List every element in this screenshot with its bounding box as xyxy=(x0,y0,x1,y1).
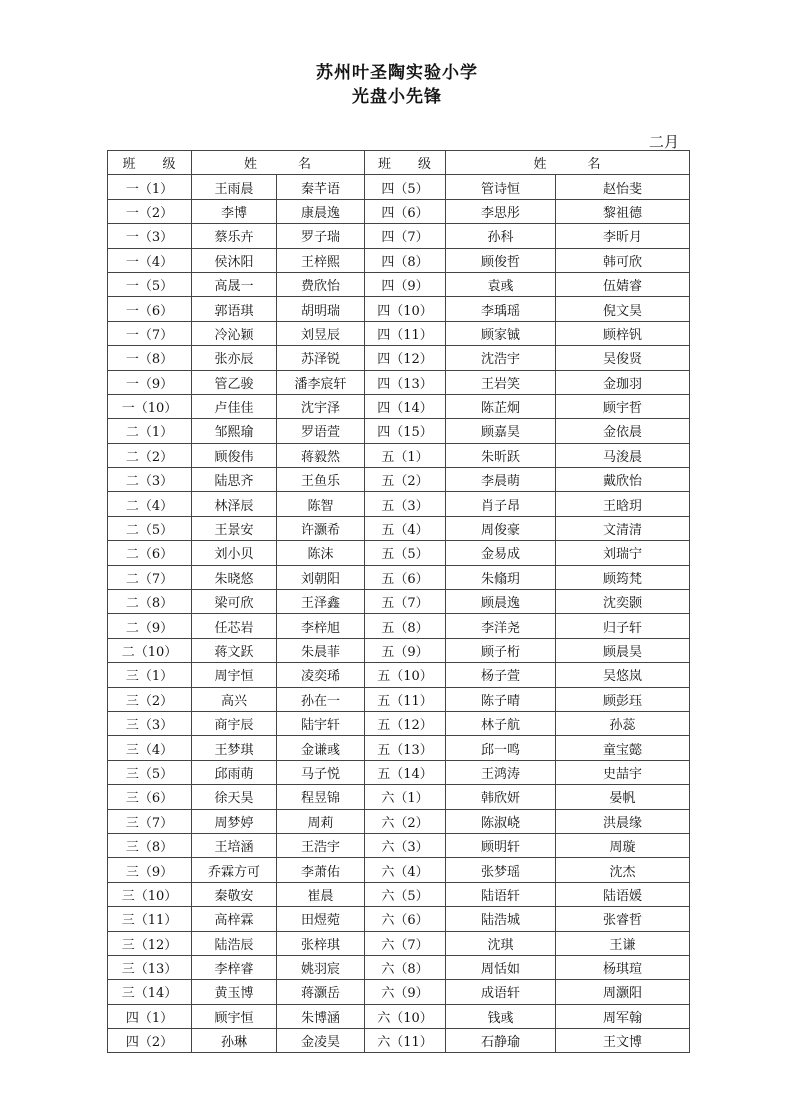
class-left-cell: 二（4） xyxy=(108,492,192,516)
name-left-a-cell: 孙琳 xyxy=(192,1029,277,1053)
class-right-cell: 五（11） xyxy=(365,687,446,711)
table-row xyxy=(108,394,690,418)
class-right-cell: 五（5） xyxy=(365,541,446,565)
name-right-a-cell: 邱一鸣 xyxy=(446,736,556,760)
name-right-a-cell: 孙科 xyxy=(446,224,556,248)
class-left-cell: 一（6） xyxy=(108,297,192,321)
class-left-cell: 二（2） xyxy=(108,443,192,467)
class-right-cell: 四（5） xyxy=(365,175,446,199)
name-right-b-cell: 童宝懿 xyxy=(556,736,690,760)
table-row xyxy=(108,1029,690,1053)
name-left-b-cell: 康晨逸 xyxy=(277,199,365,223)
table-row xyxy=(108,785,690,809)
name-left-a-cell: 高兴 xyxy=(192,687,277,711)
name-left-b-cell: 潘李宸轩 xyxy=(277,370,365,394)
class-right-cell: 六（1） xyxy=(365,785,446,809)
class-right-cell: 六（6） xyxy=(365,907,446,931)
class-right-cell: 五（13） xyxy=(365,736,446,760)
name-left-b-cell: 王泽鑫 xyxy=(277,590,365,614)
name-left-b-cell: 李梓旭 xyxy=(277,614,365,638)
name-left-a-cell: 朱晓悠 xyxy=(192,565,277,589)
name-left-a-cell: 王雨晨 xyxy=(192,175,277,199)
name-right-a-cell: 杨子萱 xyxy=(446,663,556,687)
name-right-b-cell: 王晗玥 xyxy=(556,492,690,516)
name-right-a-cell: 陆浩城 xyxy=(446,907,556,931)
table-row xyxy=(108,541,690,565)
class-right-cell: 六（8） xyxy=(365,955,446,979)
table-row xyxy=(108,370,690,394)
header-class-left: 班 级 xyxy=(108,151,192,175)
table-row xyxy=(108,760,690,784)
table-row xyxy=(108,907,690,931)
roster-body xyxy=(108,175,690,1053)
name-left-a-cell: 卢佳佳 xyxy=(192,394,277,418)
name-left-b-cell: 朱博涵 xyxy=(277,1004,365,1028)
table-row xyxy=(108,931,690,955)
table-row xyxy=(108,711,690,735)
name-right-b-cell: 沈奕颢 xyxy=(556,590,690,614)
table-row xyxy=(108,272,690,296)
name-left-b-cell: 蒋灏岳 xyxy=(277,980,365,1004)
class-left-cell: 二（10） xyxy=(108,638,192,662)
name-left-a-cell: 张亦辰 xyxy=(192,346,277,370)
class-right-cell: 六（11） xyxy=(365,1029,446,1053)
name-right-b-cell: 赵怡斐 xyxy=(556,175,690,199)
name-left-b-cell: 王浩宇 xyxy=(277,833,365,857)
class-left-cell: 三（11） xyxy=(108,907,192,931)
name-left-b-cell: 秦芊语 xyxy=(277,175,365,199)
name-left-b-cell: 朱晨菲 xyxy=(277,638,365,662)
class-left-cell: 二（6） xyxy=(108,541,192,565)
class-right-cell: 四（14） xyxy=(365,394,446,418)
name-left-b-cell: 王鱼乐 xyxy=(277,468,365,492)
name-left-b-cell: 金谦彧 xyxy=(277,736,365,760)
name-left-a-cell: 冷沁颖 xyxy=(192,321,277,345)
name-left-a-cell: 陆浩辰 xyxy=(192,931,277,955)
name-right-b-cell: 陆语媛 xyxy=(556,882,690,906)
name-left-a-cell: 林泽辰 xyxy=(192,492,277,516)
class-left-cell: 三（9） xyxy=(108,858,192,882)
name-right-b-cell: 伍婧睿 xyxy=(556,272,690,296)
name-right-b-cell: 李昕月 xyxy=(556,224,690,248)
table-row xyxy=(108,199,690,223)
class-left-cell: 一（3） xyxy=(108,224,192,248)
name-left-b-cell: 李萧佑 xyxy=(277,858,365,882)
class-left-cell: 二（5） xyxy=(108,516,192,540)
table-row xyxy=(108,882,690,906)
name-left-a-cell: 周宇恒 xyxy=(192,663,277,687)
class-right-cell: 六（7） xyxy=(365,931,446,955)
class-left-cell: 三（1） xyxy=(108,663,192,687)
table-row xyxy=(108,809,690,833)
name-right-b-cell: 顾梓钒 xyxy=(556,321,690,345)
header-class-right: 班 级 xyxy=(365,151,446,175)
name-left-a-cell: 管乙骏 xyxy=(192,370,277,394)
name-left-a-cell: 邱雨萌 xyxy=(192,760,277,784)
name-left-a-cell: 蔡乐卉 xyxy=(192,224,277,248)
name-left-b-cell: 刘昱辰 xyxy=(277,321,365,345)
table-row xyxy=(108,1004,690,1028)
name-left-b-cell: 许灏希 xyxy=(277,516,365,540)
table-row xyxy=(108,638,690,662)
name-right-a-cell: 陈淑峣 xyxy=(446,809,556,833)
class-left-cell: 一（9） xyxy=(108,370,192,394)
name-right-a-cell: 顾子桁 xyxy=(446,638,556,662)
class-right-cell: 四（12） xyxy=(365,346,446,370)
class-right-cell: 四（13） xyxy=(365,370,446,394)
class-right-cell: 六（10） xyxy=(365,1004,446,1028)
page-title: 光盘小先锋 xyxy=(352,87,442,107)
name-right-a-cell: 李瑀瑶 xyxy=(446,297,556,321)
name-right-b-cell: 顾彭珏 xyxy=(556,687,690,711)
table-row xyxy=(108,736,690,760)
class-left-cell: 四（1） xyxy=(108,1004,192,1028)
name-right-a-cell: 李晨萌 xyxy=(446,468,556,492)
name-right-b-cell: 顾宇哲 xyxy=(556,394,690,418)
name-right-a-cell: 周恬如 xyxy=(446,955,556,979)
name-right-b-cell: 沈杰 xyxy=(556,858,690,882)
name-left-b-cell: 陈智 xyxy=(277,492,365,516)
name-right-b-cell: 王文博 xyxy=(556,1029,690,1053)
name-left-b-cell: 罗语萱 xyxy=(277,419,365,443)
name-right-a-cell: 李思彤 xyxy=(446,199,556,223)
class-left-cell: 三（12） xyxy=(108,931,192,955)
table-row xyxy=(108,663,690,687)
class-right-cell: 四（6） xyxy=(365,199,446,223)
name-right-a-cell: 顾晨逸 xyxy=(446,590,556,614)
name-right-b-cell: 周灏阳 xyxy=(556,980,690,1004)
name-right-b-cell: 吴俊贤 xyxy=(556,346,690,370)
header-name-right: 姓 名 xyxy=(446,151,690,175)
name-left-a-cell: 侯沐阳 xyxy=(192,248,277,272)
roster-table xyxy=(107,150,690,1053)
name-right-b-cell: 倪文昊 xyxy=(556,297,690,321)
name-right-a-cell: 顾明轩 xyxy=(446,833,556,857)
class-left-cell: 三（8） xyxy=(108,833,192,857)
name-right-a-cell: 陈芷炯 xyxy=(446,394,556,418)
name-right-a-cell: 管诗恒 xyxy=(446,175,556,199)
table-row xyxy=(108,565,690,589)
table-header-row xyxy=(108,151,690,175)
name-right-a-cell: 顾俊哲 xyxy=(446,248,556,272)
class-right-cell: 四（11） xyxy=(365,321,446,345)
name-right-b-cell: 戴欣怡 xyxy=(556,468,690,492)
name-right-b-cell: 王谦 xyxy=(556,931,690,955)
class-right-cell: 五（10） xyxy=(365,663,446,687)
name-left-a-cell: 王培涵 xyxy=(192,833,277,857)
name-left-a-cell: 周梦婷 xyxy=(192,809,277,833)
class-right-cell: 五（12） xyxy=(365,711,446,735)
name-left-b-cell: 沈宇泽 xyxy=(277,394,365,418)
table-row xyxy=(108,980,690,1004)
table-row xyxy=(108,955,690,979)
class-right-cell: 五（8） xyxy=(365,614,446,638)
name-right-a-cell: 成语轩 xyxy=(446,980,556,1004)
class-left-cell: 一（4） xyxy=(108,248,192,272)
name-right-a-cell: 张梦瑶 xyxy=(446,858,556,882)
name-right-b-cell: 黎祖德 xyxy=(556,199,690,223)
name-right-b-cell: 文清清 xyxy=(556,516,690,540)
name-left-a-cell: 梁可欣 xyxy=(192,590,277,614)
table-row xyxy=(108,419,690,443)
name-right-a-cell: 肖子昂 xyxy=(446,492,556,516)
name-left-b-cell: 金凌昊 xyxy=(277,1029,365,1053)
class-right-cell: 五（6） xyxy=(365,565,446,589)
name-right-a-cell: 沈浩宇 xyxy=(446,346,556,370)
name-right-b-cell: 史喆宇 xyxy=(556,760,690,784)
name-right-a-cell: 韩欣妍 xyxy=(446,785,556,809)
class-left-cell: 三（6） xyxy=(108,785,192,809)
class-right-cell: 五（9） xyxy=(365,638,446,662)
name-left-a-cell: 商宇辰 xyxy=(192,711,277,735)
month-label: 二月 xyxy=(649,133,680,151)
name-right-b-cell: 孙蕊 xyxy=(556,711,690,735)
table-row xyxy=(108,858,690,882)
table-row xyxy=(108,614,690,638)
class-left-cell: 二（1） xyxy=(108,419,192,443)
name-right-a-cell: 王鸿涛 xyxy=(446,760,556,784)
name-right-a-cell: 陆语轩 xyxy=(446,882,556,906)
class-right-cell: 五（1） xyxy=(365,443,446,467)
class-right-cell: 四（9） xyxy=(365,272,446,296)
name-right-b-cell: 杨琪瑄 xyxy=(556,955,690,979)
name-right-b-cell: 顾晨昊 xyxy=(556,638,690,662)
class-left-cell: 三（14） xyxy=(108,980,192,1004)
name-left-b-cell: 费欣怡 xyxy=(277,272,365,296)
class-left-cell: 二（8） xyxy=(108,590,192,614)
table-row xyxy=(108,492,690,516)
name-right-a-cell: 林子航 xyxy=(446,711,556,735)
class-left-cell: 一（2） xyxy=(108,199,192,223)
name-left-a-cell: 李博 xyxy=(192,199,277,223)
name-left-b-cell: 苏泽锐 xyxy=(277,346,365,370)
table-row xyxy=(108,175,690,199)
name-left-b-cell: 陈沫 xyxy=(277,541,365,565)
name-right-b-cell: 周璇 xyxy=(556,833,690,857)
name-right-a-cell: 朱翛玥 xyxy=(446,565,556,589)
name-right-a-cell: 袁彧 xyxy=(446,272,556,296)
name-left-a-cell: 邹熙瑜 xyxy=(192,419,277,443)
name-right-a-cell: 周俊豪 xyxy=(446,516,556,540)
name-left-a-cell: 黄玉博 xyxy=(192,980,277,1004)
name-right-a-cell: 朱昕跃 xyxy=(446,443,556,467)
table-row xyxy=(108,346,690,370)
name-left-a-cell: 郭语琪 xyxy=(192,297,277,321)
class-right-cell: 六（3） xyxy=(365,833,446,857)
class-left-cell: 三（2） xyxy=(108,687,192,711)
name-left-b-cell: 崔晨 xyxy=(277,882,365,906)
name-right-b-cell: 金依晨 xyxy=(556,419,690,443)
class-left-cell: 一（7） xyxy=(108,321,192,345)
name-left-b-cell: 蒋毅然 xyxy=(277,443,365,467)
name-left-b-cell: 田煜菀 xyxy=(277,907,365,931)
name-left-b-cell: 孙在一 xyxy=(277,687,365,711)
name-left-a-cell: 王景安 xyxy=(192,516,277,540)
name-right-b-cell: 顾筠梵 xyxy=(556,565,690,589)
table-row xyxy=(108,224,690,248)
name-right-b-cell: 马浚晨 xyxy=(556,443,690,467)
name-left-a-cell: 陆思齐 xyxy=(192,468,277,492)
name-left-a-cell: 高晟一 xyxy=(192,272,277,296)
class-right-cell: 五（7） xyxy=(365,590,446,614)
name-right-b-cell: 刘瑞宁 xyxy=(556,541,690,565)
name-right-a-cell: 陈子晴 xyxy=(446,687,556,711)
name-right-a-cell: 沈琪 xyxy=(446,931,556,955)
table-row xyxy=(108,321,690,345)
name-left-b-cell: 凌奕琋 xyxy=(277,663,365,687)
name-left-a-cell: 徐天昊 xyxy=(192,785,277,809)
table-row xyxy=(108,248,690,272)
name-left-b-cell: 姚羽宸 xyxy=(277,955,365,979)
name-right-a-cell: 王岩笑 xyxy=(446,370,556,394)
name-left-a-cell: 高梓霖 xyxy=(192,907,277,931)
class-left-cell: 三（7） xyxy=(108,809,192,833)
name-right-a-cell: 顾家铖 xyxy=(446,321,556,345)
name-left-b-cell: 张梓琪 xyxy=(277,931,365,955)
class-left-cell: 一（5） xyxy=(108,272,192,296)
name-right-a-cell: 李洋尧 xyxy=(446,614,556,638)
class-right-cell: 六（2） xyxy=(365,809,446,833)
name-right-a-cell: 顾嘉昊 xyxy=(446,419,556,443)
name-right-b-cell: 吴悠岚 xyxy=(556,663,690,687)
table-row xyxy=(108,590,690,614)
name-left-a-cell: 秦敬安 xyxy=(192,882,277,906)
class-left-cell: 一（1） xyxy=(108,175,192,199)
name-left-a-cell: 蒋文跃 xyxy=(192,638,277,662)
class-right-cell: 五（4） xyxy=(365,516,446,540)
class-right-cell: 四（7） xyxy=(365,224,446,248)
name-right-b-cell: 周军翰 xyxy=(556,1004,690,1028)
class-right-cell: 五（3） xyxy=(365,492,446,516)
class-right-cell: 五（2） xyxy=(365,468,446,492)
name-left-b-cell: 程昱锦 xyxy=(277,785,365,809)
name-left-b-cell: 罗子瑞 xyxy=(277,224,365,248)
class-right-cell: 六（5） xyxy=(365,882,446,906)
class-right-cell: 四（10） xyxy=(365,297,446,321)
name-right-b-cell: 张睿哲 xyxy=(556,907,690,931)
class-left-cell: 三（5） xyxy=(108,760,192,784)
name-left-b-cell: 马子悦 xyxy=(277,760,365,784)
name-left-a-cell: 乔霖方可 xyxy=(192,858,277,882)
name-left-b-cell: 周莉 xyxy=(277,809,365,833)
name-left-b-cell: 王梓熙 xyxy=(277,248,365,272)
table-row xyxy=(108,687,690,711)
class-left-cell: 三（13） xyxy=(108,955,192,979)
name-left-a-cell: 任芯岩 xyxy=(192,614,277,638)
name-right-a-cell: 钱彧 xyxy=(446,1004,556,1028)
name-right-a-cell: 金易成 xyxy=(446,541,556,565)
name-left-a-cell: 顾俊伟 xyxy=(192,443,277,467)
name-left-b-cell: 胡明瑞 xyxy=(277,297,365,321)
header-name-left: 姓 名 xyxy=(192,151,365,175)
name-right-b-cell: 归子轩 xyxy=(556,614,690,638)
name-left-a-cell: 刘小贝 xyxy=(192,541,277,565)
class-left-cell: 一（10） xyxy=(108,394,192,418)
name-left-a-cell: 王梦琪 xyxy=(192,736,277,760)
table-row xyxy=(108,468,690,492)
class-right-cell: 四（15） xyxy=(365,419,446,443)
class-right-cell: 六（9） xyxy=(365,980,446,1004)
table-row xyxy=(108,443,690,467)
class-left-cell: 二（9） xyxy=(108,614,192,638)
name-right-a-cell: 石静瑜 xyxy=(446,1029,556,1053)
school-title: 苏州叶圣陶实验小学 xyxy=(316,63,478,83)
class-left-cell: 三（3） xyxy=(108,711,192,735)
name-right-b-cell: 金珈羽 xyxy=(556,370,690,394)
name-left-b-cell: 陆宇轩 xyxy=(277,711,365,735)
class-left-cell: 一（8） xyxy=(108,346,192,370)
table-row xyxy=(108,516,690,540)
name-left-b-cell: 刘朝阳 xyxy=(277,565,365,589)
class-right-cell: 六（4） xyxy=(365,858,446,882)
table-row xyxy=(108,833,690,857)
name-right-b-cell: 洪晨缘 xyxy=(556,809,690,833)
name-left-a-cell: 顾宇恒 xyxy=(192,1004,277,1028)
name-right-b-cell: 韩可欣 xyxy=(556,248,690,272)
class-left-cell: 四（2） xyxy=(108,1029,192,1053)
class-right-cell: 四（8） xyxy=(365,248,446,272)
class-left-cell: 二（3） xyxy=(108,468,192,492)
class-left-cell: 三（4） xyxy=(108,736,192,760)
class-left-cell: 二（7） xyxy=(108,565,192,589)
class-right-cell: 五（14） xyxy=(365,760,446,784)
name-left-a-cell: 李梓睿 xyxy=(192,955,277,979)
table-row xyxy=(108,297,690,321)
name-right-b-cell: 晏帆 xyxy=(556,785,690,809)
class-left-cell: 三（10） xyxy=(108,882,192,906)
